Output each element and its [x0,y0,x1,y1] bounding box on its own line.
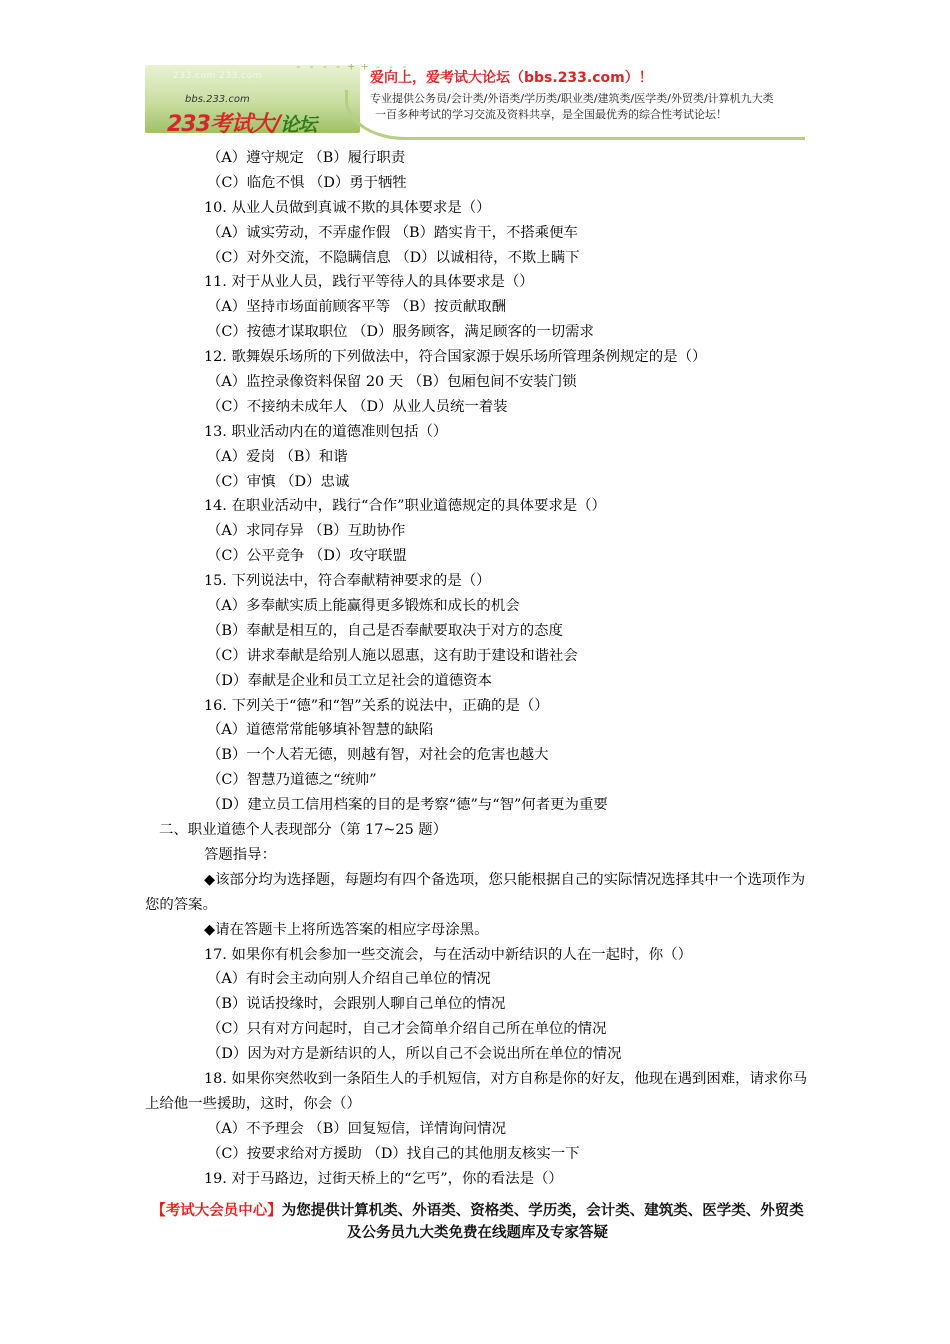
option-line: （A）诚实劳动，不弄虚作假 （B）踏实肯干，不搭乘便车 [207,224,578,241]
logo-forum: 论坛 [279,114,316,136]
dashed-decoration: - - - - + + - - - [295,60,408,73]
text-line: 答题指导： [204,846,276,863]
option-line: （A）有时会主动向别人介绍自己单位的情况 [207,971,491,988]
logo-small-text: 233.com 233.com [173,71,262,81]
logo-url: bbs.233.com [185,94,250,105]
logo-text: 233考试大/论坛 [167,112,316,137]
question-line: 11. 对于从业人员，践行平等待人的具体要求是（） [204,274,534,291]
option-line: （C）公平竞争 （D）攻守联盟 [207,548,407,565]
option-line: （B）奉献是相互的，自己是否奉献要取决于对方的态度 [207,622,563,639]
question-line: 14. 在职业活动中，践行“合作”职业道德规定的具体要求是（） [204,498,606,515]
option-line: （A）道德常常能够填补智慧的缺陷 [207,722,434,739]
footer-text: 为您提供计算机类、外语类、资格类、学历类，会计类、建筑类、医学类、外贸类及公务员九大类免费在线题库及专家答疑 [281,1203,804,1241]
option-line: （D）建立员工信用档案的目的是考察“德”与“智”何者更为重要 [207,797,608,814]
option-line: （C）讲求奉献是给别人施以恩惠，这有助于建设和谐社会 [207,647,578,664]
option-line: （C）对外交流，不隐瞒信息 （D）以诚相待，不欺上瞒下 [207,249,580,266]
footer-tag: 【考试大会员中心】 [151,1203,282,1219]
text-line: ◆请在答题卡上将所选答案的相应字母涂黑。 [204,921,489,938]
option-line: （C）审慎 （D）忠诚 [207,473,350,490]
logo-banner[interactable] [145,65,360,137]
option-line: （A）遵守规定 （B）履行职责 [207,150,406,166]
header-slogan: 爱向上，爱考试大论坛（bbs.233.com）！ [370,70,653,86]
option-line: （C）按要求给对方援助 （D）找自己的其他朋友核实一下 [207,1145,580,1162]
option-line: （A）多奉献实质上能赢得更多锻炼和成长的机会 [207,598,520,615]
question-line: 15. 下列说法中，符合奉献精神要求的是（） [204,573,491,590]
header-description-1: 专业提供公务员/会计类/外语类/学历类/职业类/建筑类/医学类/外贸类/计算机九大类 [370,92,774,105]
option-line: （D）因为对方是新结识的人，所以自己不会说出所在单位的情况 [207,1046,622,1063]
option-line: （B）说话投缘时，会跟别人聊自己单位的情况 [207,996,506,1013]
option-line: （A）坚持市场面前顾客平等 （B）按贡献取酬 [207,299,506,316]
option-line: （A）不予理会 （B）回复短信，详情询问情况 [207,1120,506,1137]
question-line: 19. 对于马路边，过街天桥上的“乞丐”，你的看法是（） [204,1170,563,1187]
question-line: 12. 歌舞娱乐场所的下列做法中，符合国家源于娱乐场所管理条例规定的是（） [204,349,707,366]
question-line: 10. 从业人员做到真诚不欺的具体要求是（） [204,199,491,216]
option-line: （B）一个人若无德，则越有智，对社会的危害也越大 [207,747,549,764]
section-heading: 二、职业道德个人表现部分（第 17~25 题） [159,822,448,839]
question-line: 16. 下列关于“德”和“智”关系的说法中，正确的是（） [204,697,549,714]
logo-brand: 233考试大 [167,112,273,137]
option-line: （C）按德才谋取职位 （D）服务顾客，满足顾客的一切需求 [207,324,594,341]
text-line: 18. 如果你突然收到一条陌生人的手机短信，对方自称是你的好友，他现在遇到困难，请求你马上给他一些援助，这时，你会（） [145,1070,808,1112]
option-line: （A）监控录像资料保留 20 天 （B）包厢包间不安装门锁 [207,374,577,391]
question-line: 13. 职业活动内在的道德准则包括（） [204,423,448,440]
question-line: 17. 如果你有机会参加一些交流会，与在活动中新结识的人在一起时，你（） [204,946,692,963]
option-line: （C）不接纳未成年人 （D）从业人员统一着装 [207,398,508,415]
option-line: （C）智慧乃道德之“统帅” [207,772,377,789]
header-description-2: 一百多种考试的学习交流及资料共享，是全国最优秀的综合性考试论坛！ [375,108,727,121]
text-line: ◆该部分均为选择题，每题均有四个备选项，您只能根据自己的实际情况选择其中一个选项作为您的答案。 [145,871,806,913]
option-line: （A）求同存异 （B）互助协作 [207,523,406,540]
option-line: （A）爱岗 （B）和谐 [207,448,348,465]
document-body [145,146,810,1191]
option-line: （D）奉献是企业和员工立足社会的道德资本 [207,672,492,689]
option-line: （C）只有对方问起时，自己才会简单介绍自己所在单位的情况 [207,1021,607,1038]
option-line: （C）临危不惧 （D）勇于牺牲 [207,174,407,191]
site-header [145,60,805,140]
footer-banner[interactable] [145,1200,810,1244]
